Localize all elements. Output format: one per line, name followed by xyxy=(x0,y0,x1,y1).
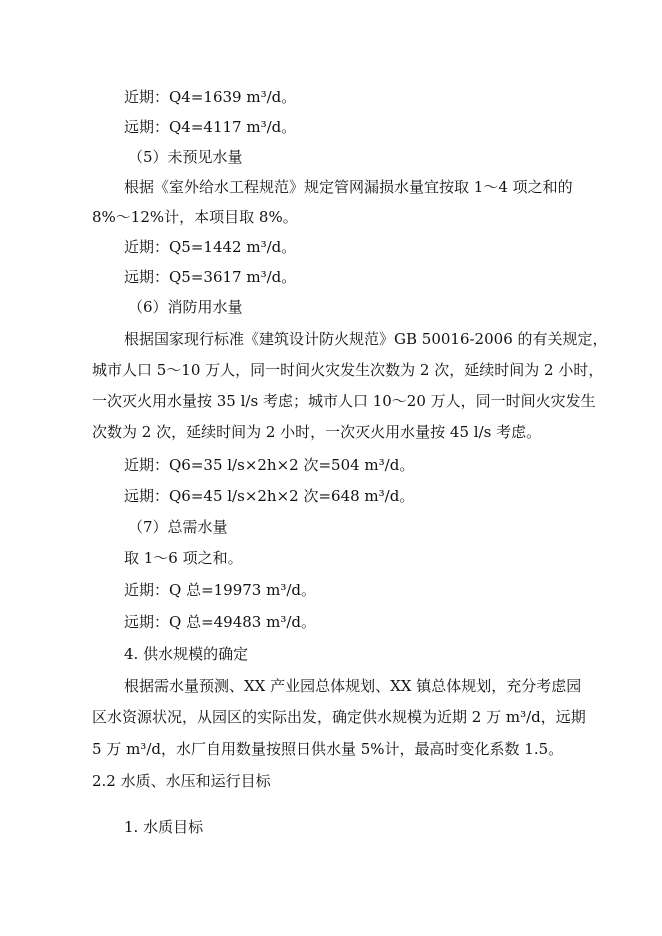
heading-total-water: （7）总需水量 xyxy=(128,518,228,536)
paragraph-line: 取 1～6 项之和。 xyxy=(124,549,243,567)
paragraph-line: 次数为 2 次，延续时间为 2 小时，一次灭火用水量按 45 l/s 考虑。 xyxy=(92,423,542,441)
q-total-near-line: 近期：Q 总=19973 m³/d。 xyxy=(124,581,317,599)
paragraph-line: 8%～12%计，本项目取 8%。 xyxy=(92,208,298,226)
q5-near-line: 近期：Q5=1442 m³/d。 xyxy=(124,238,297,256)
q4-far-line: 远期：Q4=4117 m³/d。 xyxy=(124,118,297,136)
paragraph-line: 一次灭火用水量按 35 l/s 考虑；城市人口 10～20 万人，同一时间火灾发生 xyxy=(92,392,596,410)
paragraph-line: 根据国家现行标准《建筑设计防火规范》GB 50016-2006 的有关规定， xyxy=(124,330,608,348)
q6-near-line: 近期：Q6=35 l/s×2h×2 次=504 m³/d。 xyxy=(124,456,415,474)
heading-unforeseen-water: （5）未预见水量 xyxy=(128,148,243,166)
paragraph-line: 5 万 m³/d，水厂自用数量按照日供水量 5%计，最高时变化系数 1.5。 xyxy=(92,740,564,758)
paragraph-line: 区水资源状况，从园区的实际出发，确定供水规模为近期 2 万 m³/d，远期 xyxy=(92,708,586,726)
section-heading-2-2: 2.2 水质、水压和运行目标 xyxy=(92,772,271,790)
paragraph-line: 城市人口 5～10 万人，同一时间火灾发生次数为 2 次，延续时间为 2 小时， xyxy=(92,361,604,379)
paragraph-line: 根据《室外给水工程规范》规定管网漏损水量宜按取 1～4 项之和的 xyxy=(124,178,573,196)
heading-supply-scale: 4. 供水规模的确定 xyxy=(124,645,249,663)
q4-near-line: 近期：Q4=1639 m³/d。 xyxy=(124,88,297,106)
heading-water-quality-target: 1. 水质目标 xyxy=(124,818,204,836)
heading-fire-water: （6）消防用水量 xyxy=(128,298,243,316)
q-total-far-line: 远期：Q 总=49483 m³/d。 xyxy=(124,613,317,631)
paragraph-line: 根据需水量预测、XX 产业园总体规划、XX 镇总体规划，充分考虑园 xyxy=(124,677,582,695)
q6-far-line: 远期：Q6=45 l/s×2h×2 次=648 m³/d。 xyxy=(124,487,415,505)
q5-far-line: 远期：Q5=3617 m³/d。 xyxy=(124,268,297,286)
